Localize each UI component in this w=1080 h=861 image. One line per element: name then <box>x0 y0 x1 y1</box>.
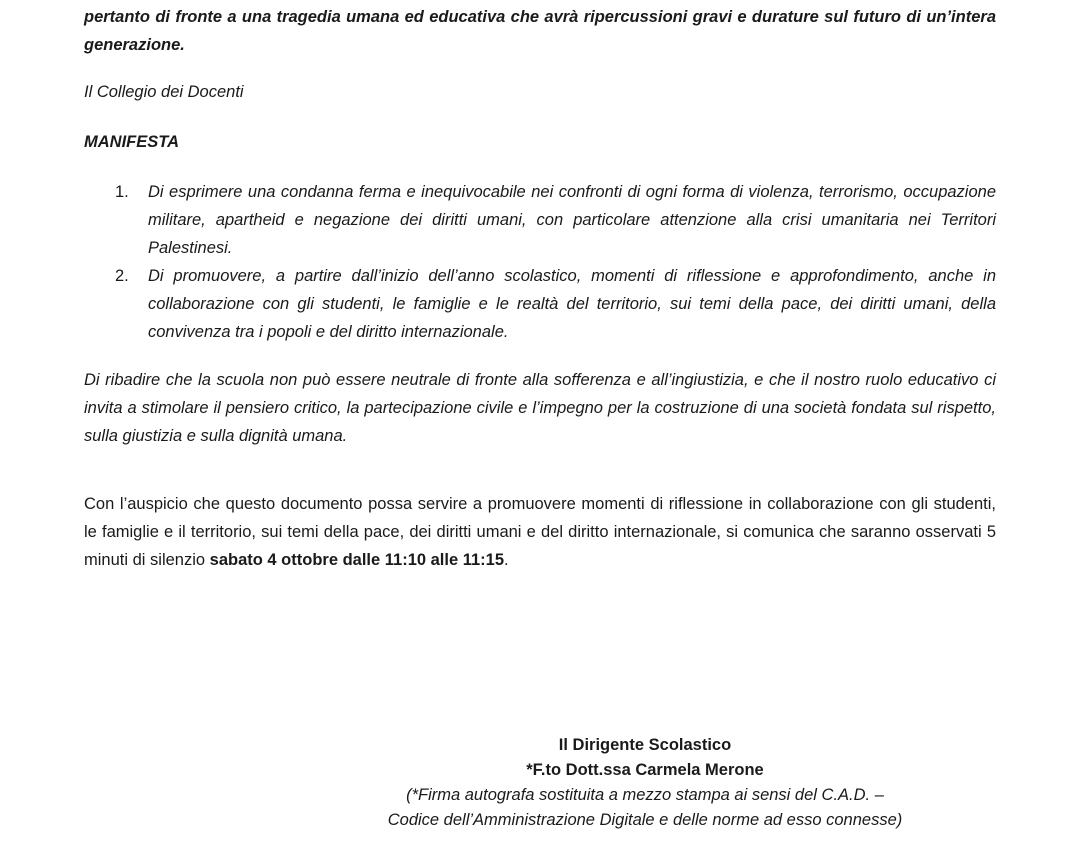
auspicio-paragraph <box>84 490 996 574</box>
signature-name: *F.to Dott.ssa Carmela Merone <box>526 761 764 779</box>
list-item <box>84 178 996 262</box>
intro-paragraph: pertanto di fronte a una tragedia umana ed educativa che avrà ripercussioni gravi e durature sul futuro di un’intera generazione. <box>84 8 996 54</box>
signature-note-line2: Codice dell’Amministrazione Digitale e delle norme ad esso connesse) <box>387 811 903 829</box>
list-item-text: Di esprimere una condanna ferma e inequivocabile nei confronti di ogni forma di violenza, terrorismo, occupazione militare, apartheid e negazione dei diritti umani, con particolare attenzione alla crisi umanitaria nei Territori Palestinesi. <box>148 183 996 257</box>
ribadire-paragraph: Di ribadire che la scuola non può essere neutrale di fronte alla sofferenza e all’ingiustizia, e che il nostro ruolo educativo ci invita a stimolare il pensiero critico, la partecipazione civile e l’impegno per la costruzione di una società fondata sul rispetto, sulla giustizia e sulla dignità umana. <box>84 371 996 445</box>
list-item <box>84 262 996 346</box>
silence-date-bold-text: sabato 4 ottobre dalle 11:10 alle 11:15 <box>209 551 505 569</box>
list-item-number: 1. <box>115 183 129 201</box>
signature-role: Il Dirigente Scolastico <box>558 736 732 754</box>
list-item-text: Di promuovere, a partire dall’inizio dell’anno scolastico, momenti di riflessione e approfondimento, anche in collaborazione con gli studenti, le famiglie e le realtà del territorio, sui temi della pace, dei diritti umani, della convivenza tra i popoli e del diritto internazionale. <box>148 267 996 341</box>
auspicio-text-period: . <box>504 551 509 569</box>
signature-note-line1: (*Firma autografa sostituita a mezzo stampa ai sensi del C.A.D. – <box>406 786 884 804</box>
manifesta-list <box>84 178 996 346</box>
signature-block <box>365 733 925 833</box>
manifesta-heading: MANIFESTA <box>84 133 180 151</box>
auspicio-text-regular: Con l’auspicio che questo documento possa servire a promuovere momenti di riflessione in collaborazione con gli studenti, le famiglie e il territorio, sui temi della pace, dei diritti umani e del diritto internazionale, si comunica che saranno osservati 5 minuti di silenzio <box>84 495 996 569</box>
collegio-dei-docenti-line: Il Collegio dei Docenti <box>84 83 244 101</box>
list-item-number: 2. <box>115 267 129 285</box>
